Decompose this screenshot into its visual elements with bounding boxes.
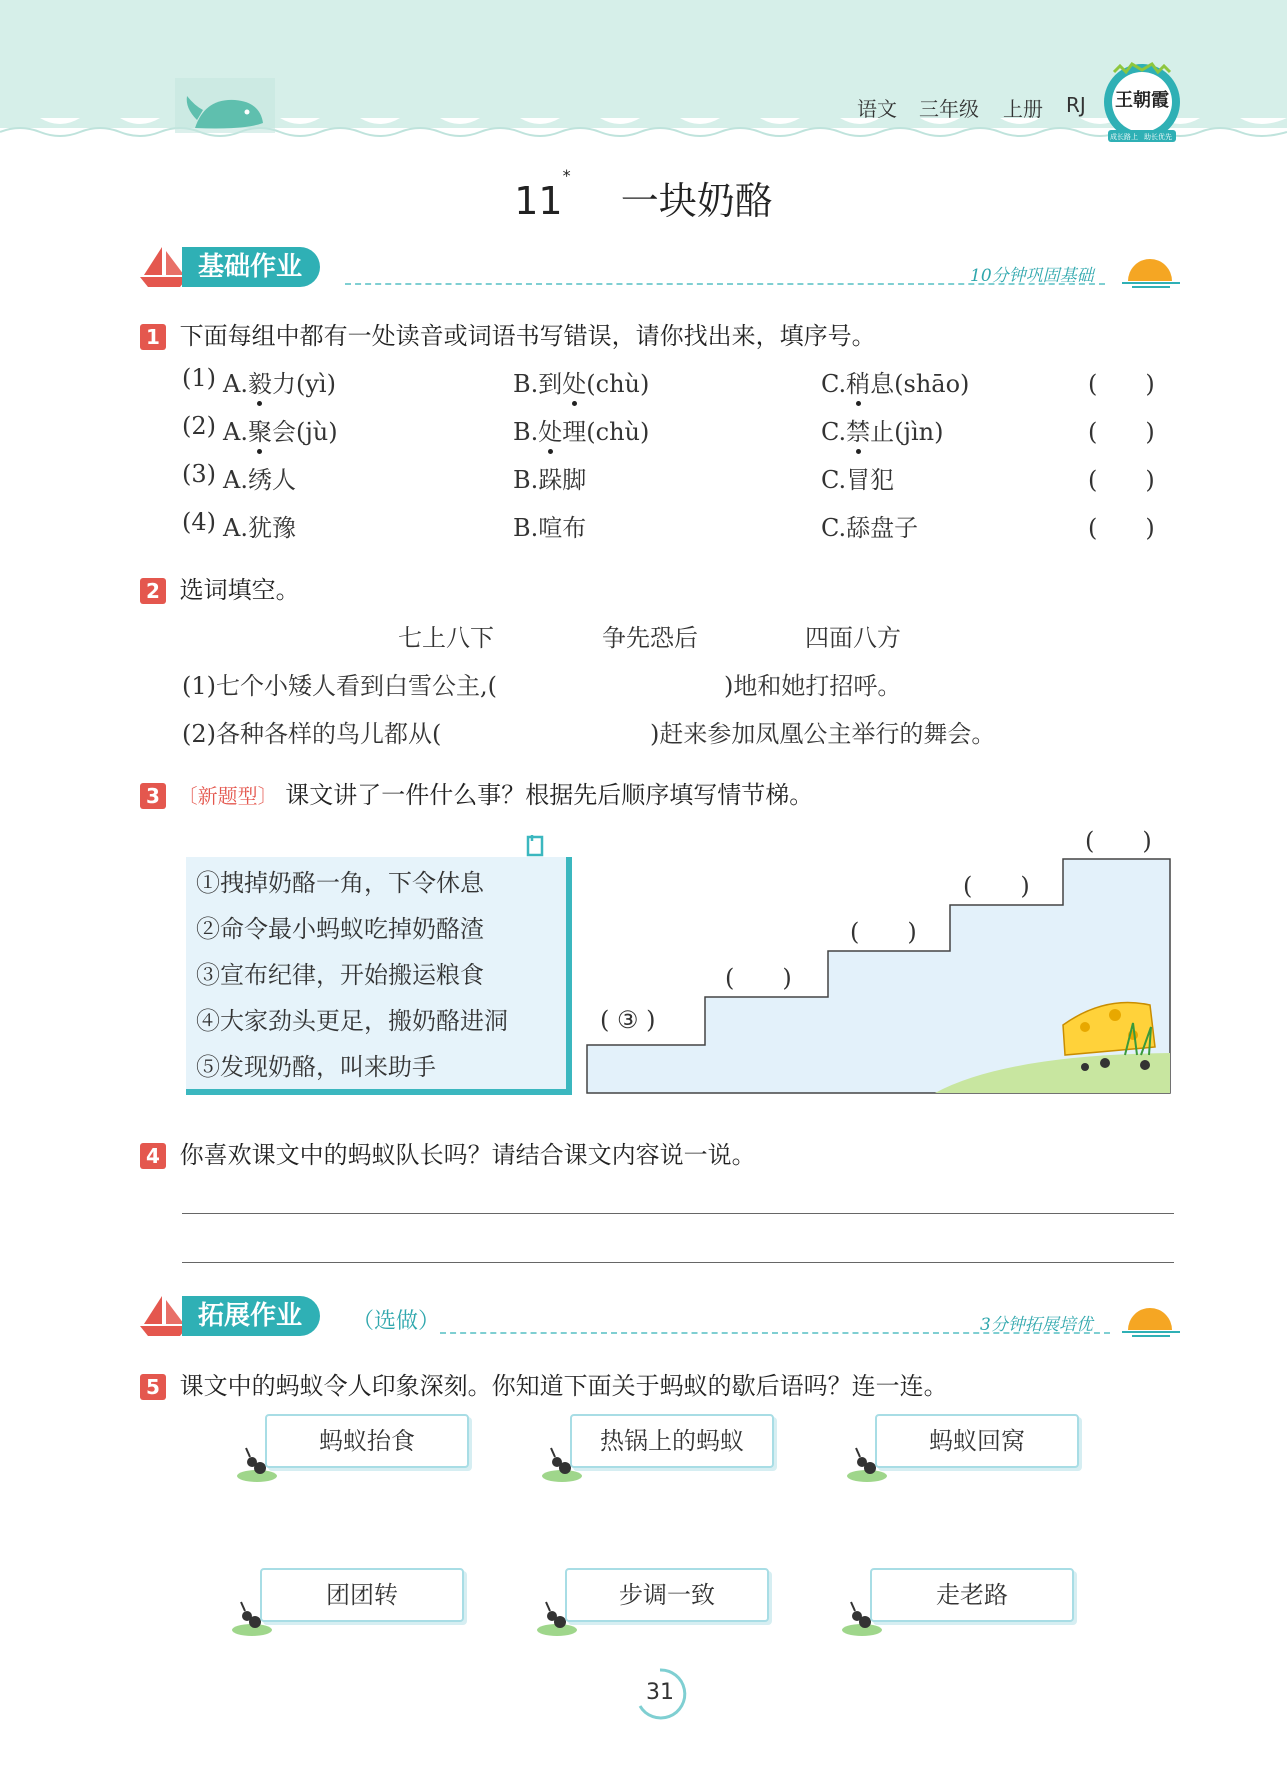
q2-word-3: 四面八方 [805,624,901,652]
q1-row-4-a: A.犹豫 [223,514,296,542]
q4-answer-line-1[interactable] [182,1213,1174,1214]
section-basic-time: 10分钟巩固基础 [970,266,1094,286]
q3-event-list [186,857,572,1095]
q1-row-4-answer[interactable]: ( ) [1088,514,1155,542]
q3-prompt [140,775,813,810]
q3-number: 3 [140,783,166,809]
lesson-number: 11 [514,179,563,223]
q2-sentence-2-post: )赶来参加凤凰公主举行的舞会。 [650,720,996,748]
q4-number: 4 [140,1143,166,1169]
course-volume: 上册 [1003,97,1043,121]
sunrise-icon [1122,245,1182,289]
lesson-mark: * [562,166,571,185]
q5-text: 课文中的蚂蚁令人印象深刻。你知道下面关于蚂蚁的歇后语吗？连一连。 [179,1372,948,1400]
brand-name: 王朝霞 [1115,90,1169,111]
q1-row-3-a: A.绣人 [223,466,296,494]
brand-logo [1100,58,1184,148]
plot-step-4[interactable]: ( ) [963,872,1030,900]
q1-row-2-answer[interactable]: ( ) [1088,418,1155,446]
q1-row-1-answer[interactable]: ( ) [1088,370,1155,398]
q1-row-4-label: (4) [182,508,216,536]
q1-text: 下面每组中都有一处读音或词语书写错误，请你找出来，填序号。 [179,322,876,350]
q2-prompt [140,570,300,605]
course-grade: 三年级 [919,97,979,121]
q3-text: 课文讲了一件什么事？根据先后顺序填写情节梯。 [285,781,814,809]
q4-text: 你喜欢课文中的蚂蚁队长吗？请结合课文内容说一说。 [179,1141,756,1169]
q2-blank-2[interactable] [500,712,650,744]
q3-event-4: ④大家劲头更足，搬奶酪进洞 [196,1007,508,1035]
section-extend-time: 3分钟拓展培优 [980,1315,1093,1335]
q1-row-2-a: A.聚会(jù) [223,418,338,446]
q2-word-1: 七上八下 [398,624,494,652]
q3-event-3: ③宣布纪律，开始搬运粮食 [196,961,484,989]
section-extend-label: 拓展作业 [182,1296,320,1336]
section-basic-banner [140,245,1180,289]
q2-number: 2 [140,578,166,604]
brand-sub-right: 助长优先 [1144,133,1172,141]
q1-row-3-c: C.冒犯 [821,466,895,494]
q4-prompt [140,1135,756,1170]
brand-sub-left: 成长路上 [1110,133,1138,141]
q1-row-2-c: C.禁止(jìn) [821,418,944,446]
idiom-card-bottom-3[interactable]: 走老路 [870,1568,1074,1622]
plot-step-2[interactable]: ( ) [725,964,792,992]
q2-text: 选词填空。 [179,576,300,604]
q1-row-3-answer[interactable]: ( ) [1088,466,1155,494]
lesson-name: 一块奶酪 [620,179,773,223]
q2-blank-1[interactable] [578,664,728,696]
q2-sentence-1-post: )地和她打招呼。 [724,672,902,700]
q3-new-tag: 〔新题型〕 [177,784,278,808]
q1-prompt [140,316,876,351]
note-icon [524,833,546,859]
idiom-card-top-2[interactable]: 热锅上的蚂蚁 [570,1414,774,1468]
q2-word-2: 争先恐后 [602,624,698,652]
q2-sentence-1-pre: (1)七个小矮人看到白雪公主,( [182,672,497,700]
sunrise-icon [1122,1294,1182,1338]
course-edition: RJ [1066,93,1086,117]
q1-row-4-c: C.舔盘子 [821,514,919,542]
course-subject: 语文 [857,97,897,121]
q1-row-1-label: (1) [182,364,216,392]
q3-event-5: ⑤发现奶酪，叫来助手 [196,1053,436,1081]
whale-icon [175,78,275,133]
q1-row-1-b: B.到处(chù) [513,370,650,398]
plot-step-3[interactable]: ( ) [850,918,917,946]
idiom-card-top-3[interactable]: 蚂蚁回窝 [875,1414,1079,1468]
section-extend-note: （选做） [352,1309,441,1334]
q2-sentence-2-pre: (2)各种各样的鸟儿都从( [182,720,442,748]
plot-step-5[interactable]: ( ) [1085,827,1152,855]
q1-row-4-b: B.喧布 [513,514,587,542]
q1-row-2-b: B.处理(chù) [513,418,650,446]
section-extend-banner [140,1294,1180,1338]
q1-number: 1 [140,324,166,350]
idiom-card-bottom-2[interactable]: 步调一致 [565,1568,769,1622]
plot-ladder [585,855,1175,1095]
q1-row-3-b: B.跺脚 [513,466,587,494]
q4-answer-line-2[interactable] [182,1262,1174,1263]
plot-step-1[interactable]: ( ③ ) [600,1006,656,1034]
q5-number: 5 [140,1374,166,1400]
page-number: 31 [646,1680,674,1705]
q5-prompt [140,1366,948,1401]
q1-row-3-label: (3) [182,460,216,488]
q1-row-2-label: (2) [182,412,216,440]
q3-event-1: ①拽掉奶酪一角，下令休息 [196,869,484,897]
idiom-card-top-1[interactable]: 蚂蚁抬食 [265,1414,469,1468]
section-basic-label: 基础作业 [182,247,320,287]
q1-row-1-c: C.稍息(shāo) [821,370,970,398]
idiom-card-bottom-1[interactable]: 团团转 [260,1568,464,1622]
lesson-title [0,166,1287,225]
q1-row-1-a: A.毅力(yì) [223,370,336,398]
q3-event-2: ②命令最小蚂蚁吃掉奶酪渣 [196,915,484,943]
